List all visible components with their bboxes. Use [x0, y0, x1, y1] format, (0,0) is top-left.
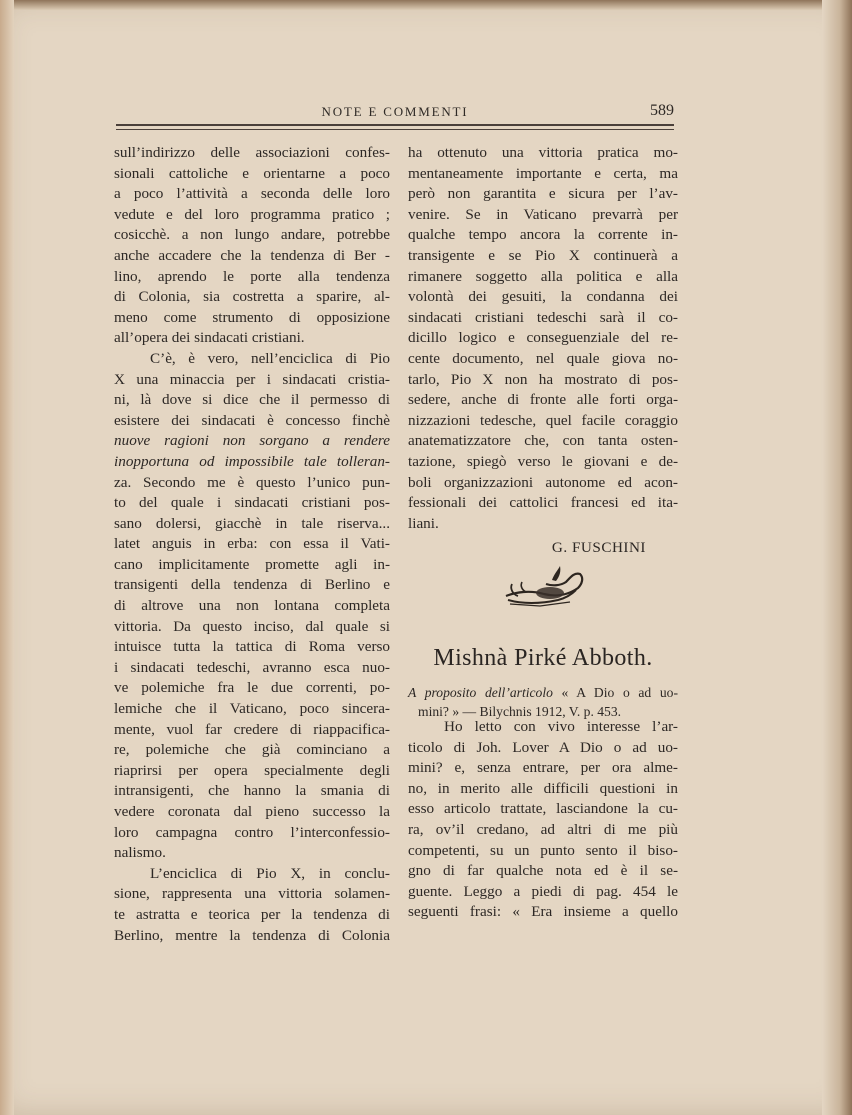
text-line: sindacati cristiani tedeschi sarà il co-	[408, 308, 678, 326]
text-line: sano dolersi, giacchè in tale riserva...	[114, 514, 390, 532]
text-line: guente. Leggo a piedi di pag. 454 le	[408, 882, 678, 900]
text-line: qualche tempo ancora la corrente in-	[408, 226, 678, 244]
text-line: ra, ov’il credano, ad altri di me più	[408, 820, 678, 838]
text-line: meno come strumento di opposizione	[114, 308, 390, 326]
text-line: sionali cattoliche e orientarne a poco	[114, 164, 390, 182]
page-header	[116, 102, 674, 124]
text-line: venire. Se in Vaticano prevarrà per	[408, 205, 678, 223]
text-line: tarlo, Pio X non ha mostrato di pos-	[408, 370, 678, 388]
text-line: sedere, anche di fronte alle forti orga-	[408, 391, 678, 409]
text-line: riaprirsi per opera specialmente degli	[114, 761, 390, 779]
left-column	[114, 143, 390, 946]
text-line: lino, aprendo le porte alla tendenza	[114, 267, 390, 285]
running-head: NOTE E COMMENTI	[321, 104, 469, 119]
text-line: Berlino, mentre la tendenza di Colonia	[114, 926, 390, 944]
text-line: no, in merito alle difficili questioni in	[408, 779, 678, 797]
text-line: mente, vuol far credere di riappacifica-	[114, 720, 390, 738]
page-left-edge	[0, 0, 14, 1115]
italic-text-line: inopportuna od impossibile tale tolleran-	[114, 452, 390, 470]
article-title: Mishnà Pirké Abboth.	[433, 645, 653, 671]
text-line: vedere coronata dal pieno successo la	[114, 803, 390, 820]
text-line: intransigenti, che hanno la smania di	[114, 782, 390, 800]
article-subtitle	[408, 683, 678, 721]
text-line: liani.	[408, 514, 439, 532]
text-line: seguenti frasi: « Era insieme a quello	[408, 903, 678, 921]
text-line: gno di far qualche nota ed è il se-	[408, 862, 678, 880]
page-right-edge	[822, 0, 852, 1115]
text-line: anatematizzatore che, con tanta osten-	[408, 432, 678, 450]
text-line: loro campagna contro l’interconfessio-	[114, 823, 390, 841]
text-line: boli organizzazioni autonome ed acon-	[408, 473, 678, 491]
page-top-edge	[0, 0, 852, 10]
text-line: latet anguis in erba: con essa il Vati-	[114, 535, 390, 553]
text-line: di altrove una non lontana completa	[114, 597, 390, 615]
text-line: re, polemiche che già cominciano a	[114, 741, 390, 759]
text-line: X una minaccia per i sindacati cristia-	[114, 370, 390, 388]
text-line: rimanere soggetto alla politica e alla	[408, 267, 678, 285]
text-line: za. Secondo me è questo l’unico pun-	[114, 473, 390, 491]
text-line: esistere dei sindacati è concesso finchè	[114, 411, 390, 429]
text-line: all’opera dei sindacati cristiani.	[114, 329, 305, 347]
text-line: cosicchè. a non lungo andare, potrebbe	[114, 226, 390, 244]
subtitle-rest: « A Dio o ad uo-	[561, 685, 678, 700]
header-rule-thick	[116, 124, 674, 126]
text-line: sull’indirizzo delle associazioni confes-	[114, 144, 390, 161]
paragraph-start-line: Ho letto con vivo interesse l’ar-	[444, 718, 678, 735]
header-rule-thin	[116, 129, 674, 130]
text-line: nalismo.	[114, 844, 166, 862]
text-line: ha ottenuto una vittoria pratica mo-	[408, 144, 678, 161]
text-line: transigenti della tendenza di Berlino e	[114, 576, 390, 594]
article-body	[408, 717, 678, 923]
text-line: mentaneamente importante e certa, ma	[408, 164, 678, 182]
subtitle-italic: A proposito dell’articolo	[408, 685, 553, 700]
text-line: vedute e del loro programma pratico ;	[114, 205, 390, 223]
author-signature: G. FUSCHINI	[551, 539, 646, 557]
lamp-ornament-icon	[500, 560, 586, 608]
text-line: vittoria. Da questo inciso, dal quale si	[114, 617, 390, 635]
paragraph-start-line: C’è, è vero, nell’enciclica di Pio	[150, 349, 390, 367]
text-line: cano implicitamente promette agli in-	[114, 555, 390, 573]
subtitle-line: mini? » — Bilychnis 1912, V. p. 453.	[418, 704, 622, 719]
text-line: anche accadere che la tendenza di Ber -	[114, 246, 390, 264]
paragraph-start-line: L’enciclica di Pio X, in conclu-	[150, 864, 390, 882]
text-line: te astratta e teorica per la tendenza di	[114, 905, 390, 923]
text-line: transigente e se Pio X continuerà a	[408, 246, 678, 264]
text-line: di Colonia, sia costretta a sparire, al-	[114, 288, 390, 306]
text-line: mini? e, senza entrare, per ora almе-	[408, 759, 678, 777]
text-line: dicillo logico e conseguenziale del re-	[408, 329, 678, 347]
text-line: i sindacati tedeschi, avranno esca nuo-	[114, 658, 390, 676]
text-line: competenti, su un punto sento il biso-	[408, 841, 678, 859]
text-line: a poco l’attività a seconda delle loro	[114, 185, 390, 203]
subtitle-line	[408, 683, 678, 702]
text-line: tazione, spiegò verso le giovani e de-	[408, 452, 678, 470]
text-line: lemiche che il Vaticano, poco sincera-	[114, 700, 390, 718]
text-line: nizzazioni tedesche, quel facile coraggio	[408, 411, 678, 429]
text-line: fessionali dei cattolici francesi ed ita-	[408, 494, 678, 512]
text-line: cente documento, nel quale giova no-	[408, 349, 678, 367]
text-line: intuisce tutta la tattica di Roma verso	[114, 638, 390, 656]
text-line: volontà dei gesuiti, la condanna dei	[408, 288, 678, 306]
text-line: ve polemiche fra le due correnti, po-	[114, 679, 390, 697]
italic-text-line: nuove ragioni non sorgano a rendere	[114, 432, 390, 450]
right-column	[408, 143, 678, 559]
text-line: esso articolo trattate, lasciandone la cu-	[408, 800, 678, 818]
text-line: sione, rappresenta una vittoria solamen-	[114, 885, 390, 903]
text-line: ni, là dove si dice che il permesso di	[114, 391, 390, 409]
text-line: ticolo di Joh. Lover A Dio o ad uo-	[408, 738, 678, 756]
page-number: 589	[650, 102, 674, 119]
text-line: però non garantita e sicura per l’av-	[408, 185, 678, 203]
text-line: to del quale i sindacati cristiani pos-	[114, 494, 390, 512]
